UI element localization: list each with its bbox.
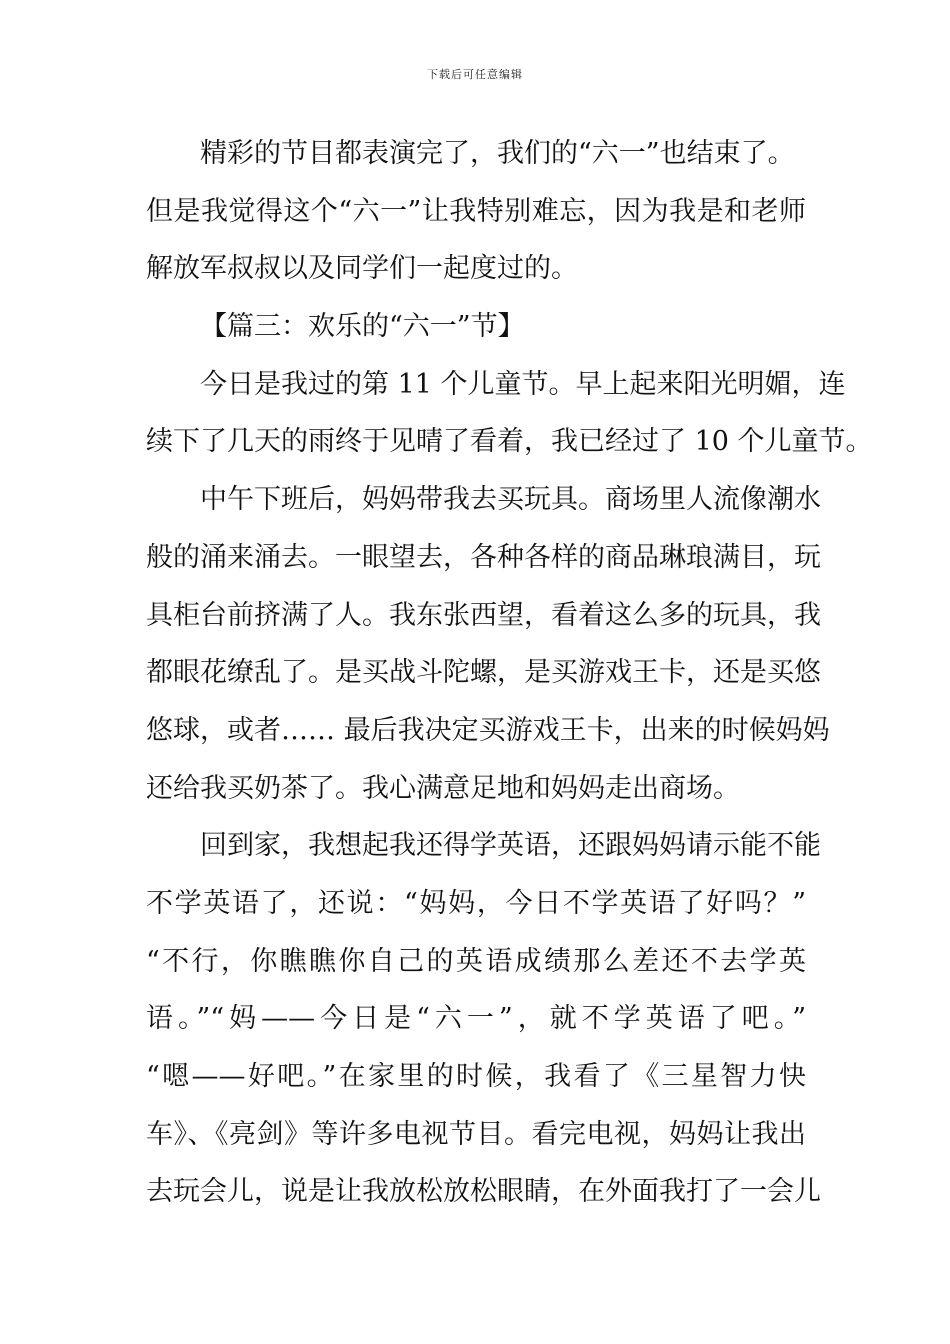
text-line: “不行，你瞧瞧你自己的英语成绩那么差还不去学英 — [146, 945, 806, 977]
text-line: 回到家，我想起我还得学英语，还跟妈妈请示能不能 — [200, 830, 821, 862]
text-line: 精彩的节目都表演完了，我们的“六一”也结束了。 — [200, 138, 795, 169]
document-body — [146, 125, 873, 1221]
text-line: “嗯——好吧。”在家里的时候，我看了《三星智力快 — [146, 1061, 806, 1092]
text-line: 今日是我过的第 11 个儿童节。早上起来阳光明媚，连 — [200, 368, 846, 400]
text-line: 中午下班后，妈妈带我去买玩具。商场里人流像潮水 — [200, 484, 821, 516]
text-line: 不学英语了，还说：“妈妈，今日不学英语了好吗？” — [146, 887, 806, 919]
text-line: 续下了几天的雨终于见晴了看着，我已经过了 10 个儿童节。 — [146, 426, 873, 458]
text-line: 般的涌来涌去。一眼望去，各种各样的商品琳琅满目，玩 — [146, 541, 821, 573]
text-line: 解放军叔叔以及同学们一起度过的。 — [146, 253, 578, 285]
text-line: 车》、《亮剑》等许多电视节目。看完电视，妈妈让我出 — [146, 1118, 806, 1150]
text-line: 具柜台前挤满了人。我东张西望，看着这么多的玩具，我 — [146, 599, 821, 631]
text-line: 都眼花缭乱了。是买战斗陀螺，是买游戏王卡，还是买悠 — [146, 657, 821, 689]
text-line: 悠球，或者…… 最后我决定买游戏王卡，出来的时候妈妈 — [146, 714, 830, 746]
text-line: 去玩会儿，说是让我放松放松眼睛，在外面我打了一会儿 — [146, 1176, 821, 1208]
text-line: 但是我觉得这个“六一”让我特别难忘，因为我是和老师 — [146, 195, 806, 227]
text-line: 语。”“妈——今日是“六一”，就不学英语了吧。” — [146, 1003, 806, 1035]
text-line: 还给我买奶茶了。我心满意足地和妈妈走出商场。 — [146, 772, 740, 804]
page-header-note: 下载后可任意编辑 — [427, 68, 523, 81]
section-heading: 【篇三：欢乐的“六一”节】 — [200, 311, 525, 343]
